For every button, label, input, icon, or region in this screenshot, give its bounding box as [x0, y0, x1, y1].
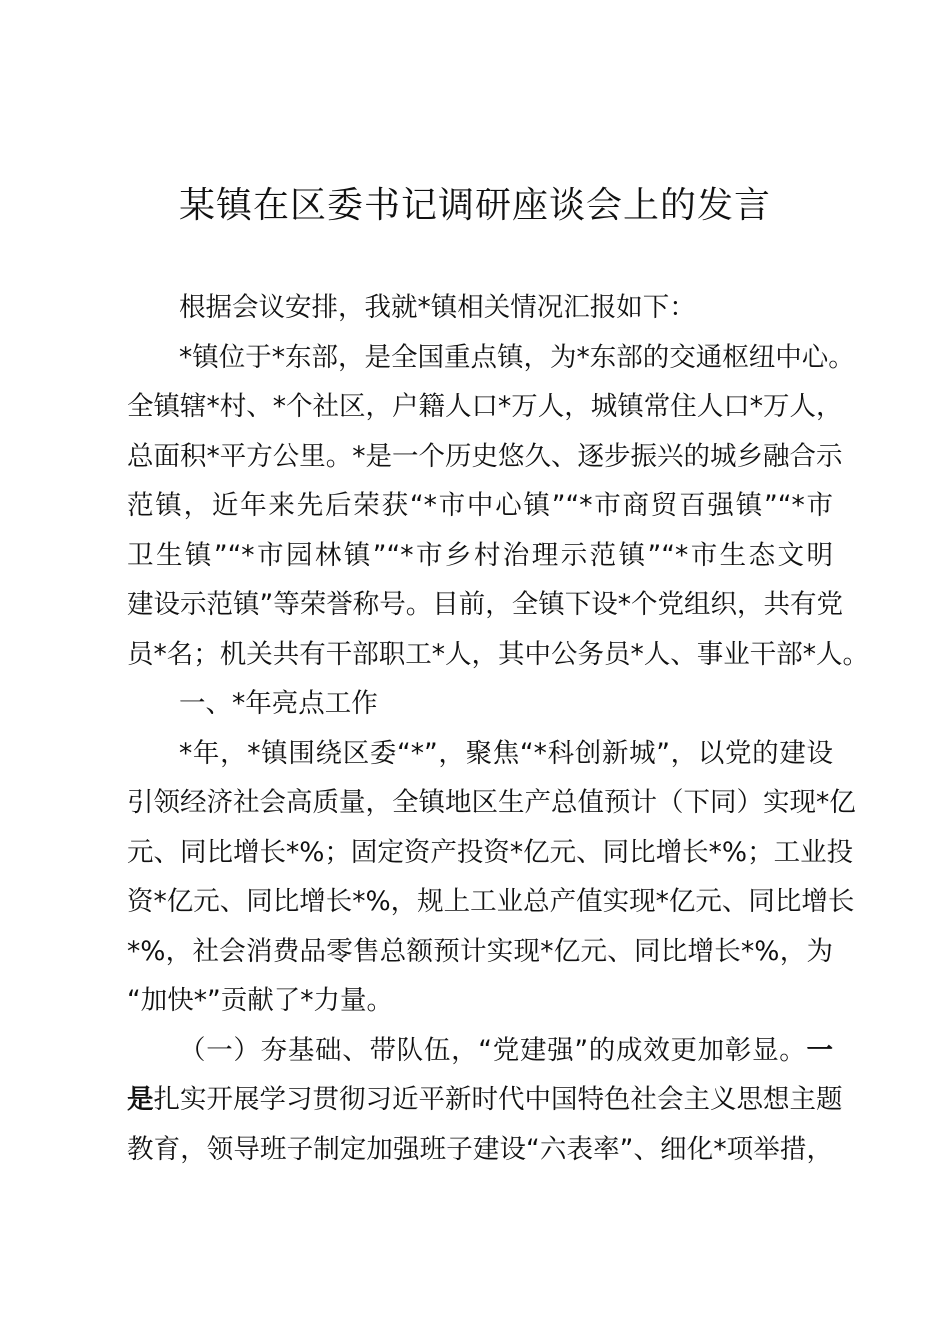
paragraph-intro	[127, 283, 833, 333]
text-line: 资*亿元、同比增长*%，规上工业总产值实现*亿元、同比增长	[127, 886, 855, 917]
paragraph-party-building	[127, 1026, 843, 1175]
text-line: *%，社会消费品零售总额预计实现*亿元、同比增长*%，为	[127, 935, 833, 967]
paragraph-overview	[127, 333, 869, 680]
text-line: 总面积*平方公里。*是一个历史悠久、逐步振兴的城乡融合示	[127, 440, 843, 472]
text-line: 元、同比增长*%；固定资产投资*亿元、同比增长*%；工业投	[127, 836, 854, 868]
text-line: 建设示范镇”等荣誉称号。目前，全镇下设*个党组织，共有党	[127, 589, 843, 620]
text-line	[127, 1026, 833, 1076]
section-heading: 一、*年亮点工作	[179, 688, 378, 719]
paragraph-economy	[127, 729, 856, 1026]
text-line: *年，*镇围绕区委“*”，聚焦“*科创新城”，以党的建设	[179, 737, 833, 769]
text-line: 员*名；机关共有干部职工*人，其中公务员*人、事业干部*人。	[127, 638, 869, 670]
text-span: 扎实开展学习贯彻习近平新时代中国特色社会主义思想主题	[153, 1084, 843, 1115]
subsection-heading: （一）夯基础、带队伍，“党建强”的成效更加彰显。	[179, 1034, 807, 1066]
text-line: 全镇辖*村、*个社区，户籍人口*万人，城镇常住人口*万人，	[127, 391, 843, 422]
document-body	[127, 283, 869, 1174]
section-heading-highlights	[127, 679, 833, 729]
bold-marker: 是	[127, 1084, 154, 1115]
text-line: 引领经济社会高质量，全镇地区生产总值预计（下同）实现*亿	[127, 787, 856, 818]
text-line: *镇位于*东部，是全国重点镇，为*东部的交通枢纽中心。	[179, 341, 855, 373]
text-line: 卫生镇”“*市园林镇”“*市乡村治理示范镇”“*市生态文明	[127, 539, 833, 571]
bold-marker: 一	[806, 1034, 833, 1066]
text-line: 教育，领导班子制定加强班子建设“六表率”、细化*项举措，	[127, 1133, 833, 1165]
text-line: “加快*”贡献了*力量。	[127, 985, 393, 1016]
document-title: 某镇在区委书记调研座谈会上的发言	[178, 185, 771, 226]
text-line: 范镇，近年来先后荣获“*市中心镇”“*市商贸百强镇”“*市	[127, 490, 833, 521]
text-line	[127, 1075, 843, 1125]
text-line: 根据会议安排，我就*镇相关情况汇报如下：	[179, 292, 696, 323]
